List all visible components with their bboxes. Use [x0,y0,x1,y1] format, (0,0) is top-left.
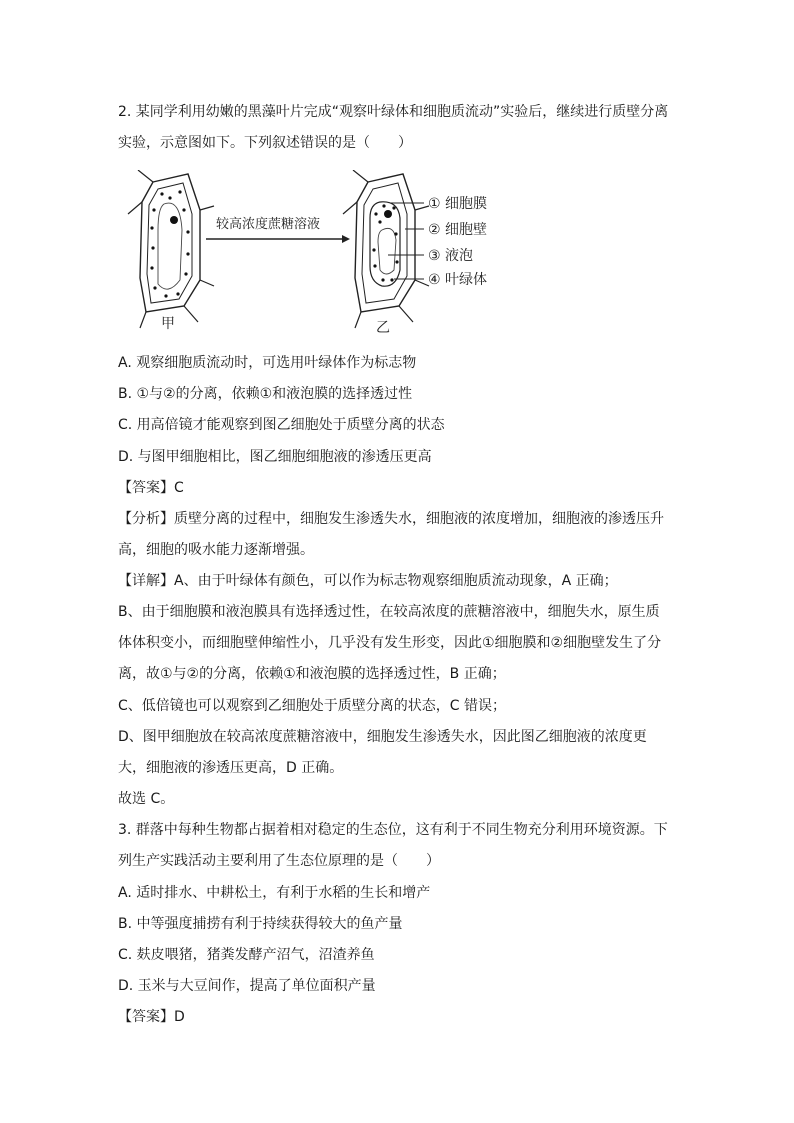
q2-detail-line-4: 离，故①与②的分离，依赖①和液泡膜的选择透过性，B 正确； [118,666,506,682]
q2-detail-line-7: 大，细胞液的渗透压更高，D 正确。 [118,760,344,776]
q2-detail-line-1: 【详解】A、由于叶绿体有颜色，可以作为标志物观察细胞质流动现象，A 正确； [118,573,618,589]
leader-lines [388,203,424,279]
q3-stem-line-1: 3. 群落中每种生物都占据着相对稳定的生态位，这有利于不同生物充分利用环境资源。下 [118,822,668,838]
q2-analysis-line-1: 【分析】质壁分离的过程中，细胞发生渗透失水，细胞液的浓度增加，细胞液的渗透压升 [118,511,664,527]
q2-option-b: B. ①与②的分离，依赖①和液泡膜的选择透过性 [118,386,413,402]
label-jia: 甲 [161,316,175,332]
cell-jia [128,170,214,328]
q2-detail-line-5: C、低倍镜也可以观察到乙细胞处于质壁分离的状态，C 错误； [118,698,506,714]
plasmolysis-figure [118,170,518,340]
q3-option-d: D. 玉米与大豆间作，提高了单位面积产量 [118,978,376,994]
q2-answer: 【答案】C [118,480,184,496]
q3-option-a: A. 适时排水、中耕松土，有利于水稻的生长和增产 [118,885,431,901]
q2-stem-line-1: 2. 某同学利用幼嫩的黑藻叶片完成“观察叶绿体和细胞质流动”实验后，继续进行质壁分离 [118,104,669,120]
q2-stem-line-2: 实验，示意图如下。下列叙述错误的是（ ） [118,135,412,151]
plasmolysis-diagram [118,170,518,340]
q2-option-a: A. 观察细胞质流动时，可选用叶绿体作为标志物 [118,355,417,371]
part-label-vacuole: ③ 液泡 [428,248,474,264]
part-label-wall: ② 细胞壁 [428,222,488,238]
part-label-membrane: ① 细胞膜 [428,196,488,212]
q2-conclusion: 故选 C。 [118,791,175,807]
arrow-head [342,235,350,243]
part-label-chloroplast: ④ 叶绿体 [428,272,488,288]
q2-detail-line-6: D、图甲细胞放在较高浓度蔗糖溶液中，细胞发生渗透失水，因此图乙细胞液的浓度更 [118,729,647,745]
q2-option-d: D. 与图甲细胞相比，图乙细胞细胞液的渗透压更高 [118,449,432,465]
q2-analysis-line-2: 高，细胞的吸水能力逐渐增强。 [118,542,314,558]
q3-answer: 【答案】D [118,1009,185,1025]
label-yi: 乙 [376,320,390,336]
q3-option-b: B. 中等强度捕捞有利于持续获得较大的鱼产量 [118,916,403,932]
q2-detail-line-3: 体体积变小，而细胞壁伸缩性小，几乎没有发生形变，因此①细胞膜和②细胞壁发生了分 [118,635,662,651]
cell-yi [343,170,429,328]
arrow-label: 较高浓度蔗糖溶液 [215,217,321,232]
q2-option-c: C. 用高倍镜才能观察到图乙细胞处于质壁分离的状态 [118,417,445,433]
q3-option-c: C. 麸皮喂猪，猪粪发酵产沼气，沼渣养鱼 [118,947,375,963]
q2-detail-line-2: B、由于细胞膜和液泡膜具有选择透过性，在较高浓度的蔗糖溶液中，细胞失水，原生质 [118,604,660,620]
q3-stem-line-2: 列生产实践活动主要利用了生态位原理的是（ ） [118,853,440,869]
